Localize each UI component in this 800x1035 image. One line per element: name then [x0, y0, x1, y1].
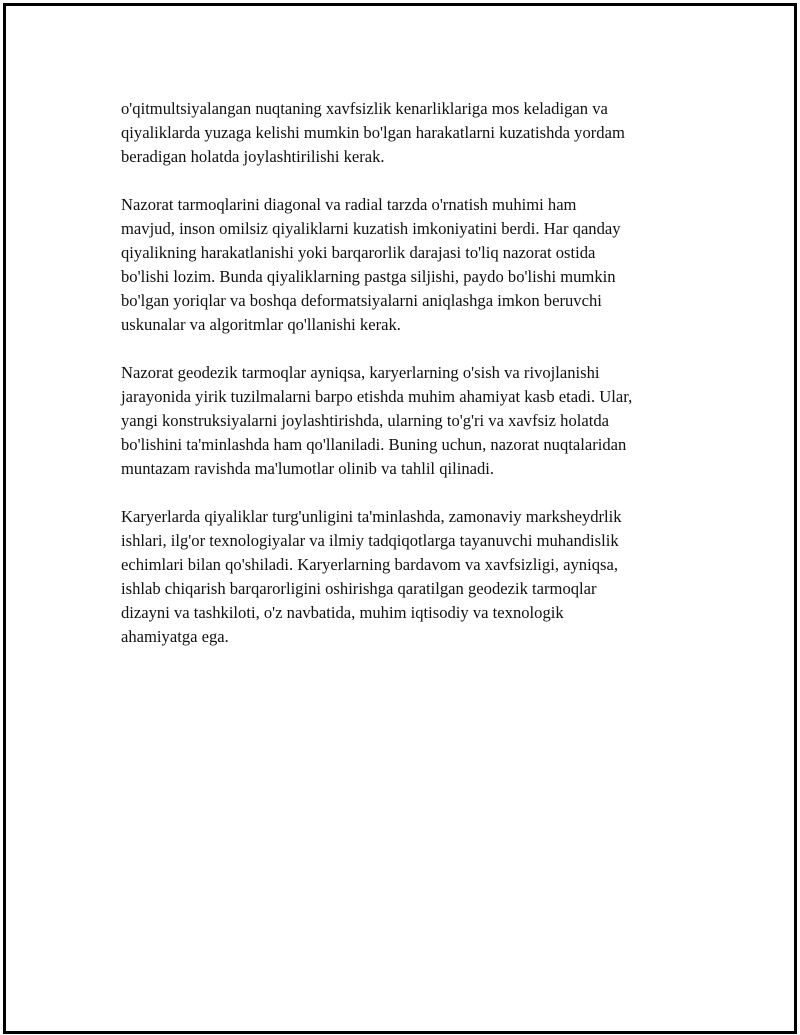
text-line: Nazorat geodezik tarmoqlar ayniqsa, karyerlarning o'sish va rivojlanishi	[121, 363, 600, 382]
text-line: ishlari, ilg'or texnologiyalar va ilmiy tadqiqotlarga tayanuvchi muhandislik	[121, 531, 619, 550]
text-line: echimlari bilan qo'shiladi. Karyerlarning bardavom va xavfsizligi, ayniqsa,	[121, 555, 618, 574]
text-line: yangi konstruksiyalarni joylashtirishda, ularning to'g'ri va xavfsiz holatda	[121, 411, 610, 430]
text-line: beradigan holatda joylashtirilishi kerak.	[121, 147, 385, 166]
paragraph-3	[121, 361, 711, 481]
text-line: bo'lishi lozim. Bunda qiyaliklarning pastga siljishi, paydo bo'lishi mumkin	[121, 267, 616, 286]
text-line: ishlab chiqarish barqarorligini oshirishga qaratilgan geodezik tarmoqlar	[121, 579, 597, 598]
text-line: bo'lishini ta'minlashda ham qo'llaniladi. Buning uchun, nazorat nuqtalaridan	[121, 435, 627, 454]
text-line: o'qitmultsiyalangan nuqtaning xavfsizlik kenarliklariga mos keladigan va	[121, 99, 608, 118]
text-line: qiyaliklarda yuzaga kelishi mumkin bo'lgan harakatlarni kuzatishda yordam	[121, 123, 625, 142]
text-line: jarayonida yirik tuzilmalarni barpo etishda muhim ahamiyat kasb etadi. Ular,	[121, 387, 633, 406]
paragraph-1	[121, 97, 711, 169]
text-line: Nazorat tarmoqlarini diagonal va radial tarzda o'rnatish muhimi ham	[121, 195, 577, 214]
document-body	[121, 97, 711, 673]
paragraph-4	[121, 505, 711, 649]
text-line: ahamiyatga ega.	[121, 627, 229, 646]
text-line: bo'lgan yoriqlar va boshqa deformatsiyalarni aniqlashga imkon beruvchi	[121, 291, 602, 310]
text-line: uskunalar va algoritmlar qo'llanishi kerak.	[121, 315, 401, 334]
text-line: qiyalikning harakatlanishi yoki barqarorlik darajasi to'liq nazorat ostida	[121, 243, 596, 262]
text-line: dizayni va tashkiloti, o'z navbatida, muhim iqtisodiy va texnologik	[121, 603, 564, 622]
text-line: mavjud, inson omilsiz qiyaliklarni kuzatish imkoniyatini berdi. Har qanday	[121, 219, 621, 238]
text-line: Karyerlarda qiyaliklar turg'unligini ta'minlashda, zamonaviy marksheydrlik	[121, 507, 622, 526]
paragraph-2	[121, 193, 711, 337]
page-frame	[3, 3, 797, 1034]
text-line: muntazam ravishda ma'lumotlar olinib va tahlil qilinadi.	[121, 459, 495, 478]
